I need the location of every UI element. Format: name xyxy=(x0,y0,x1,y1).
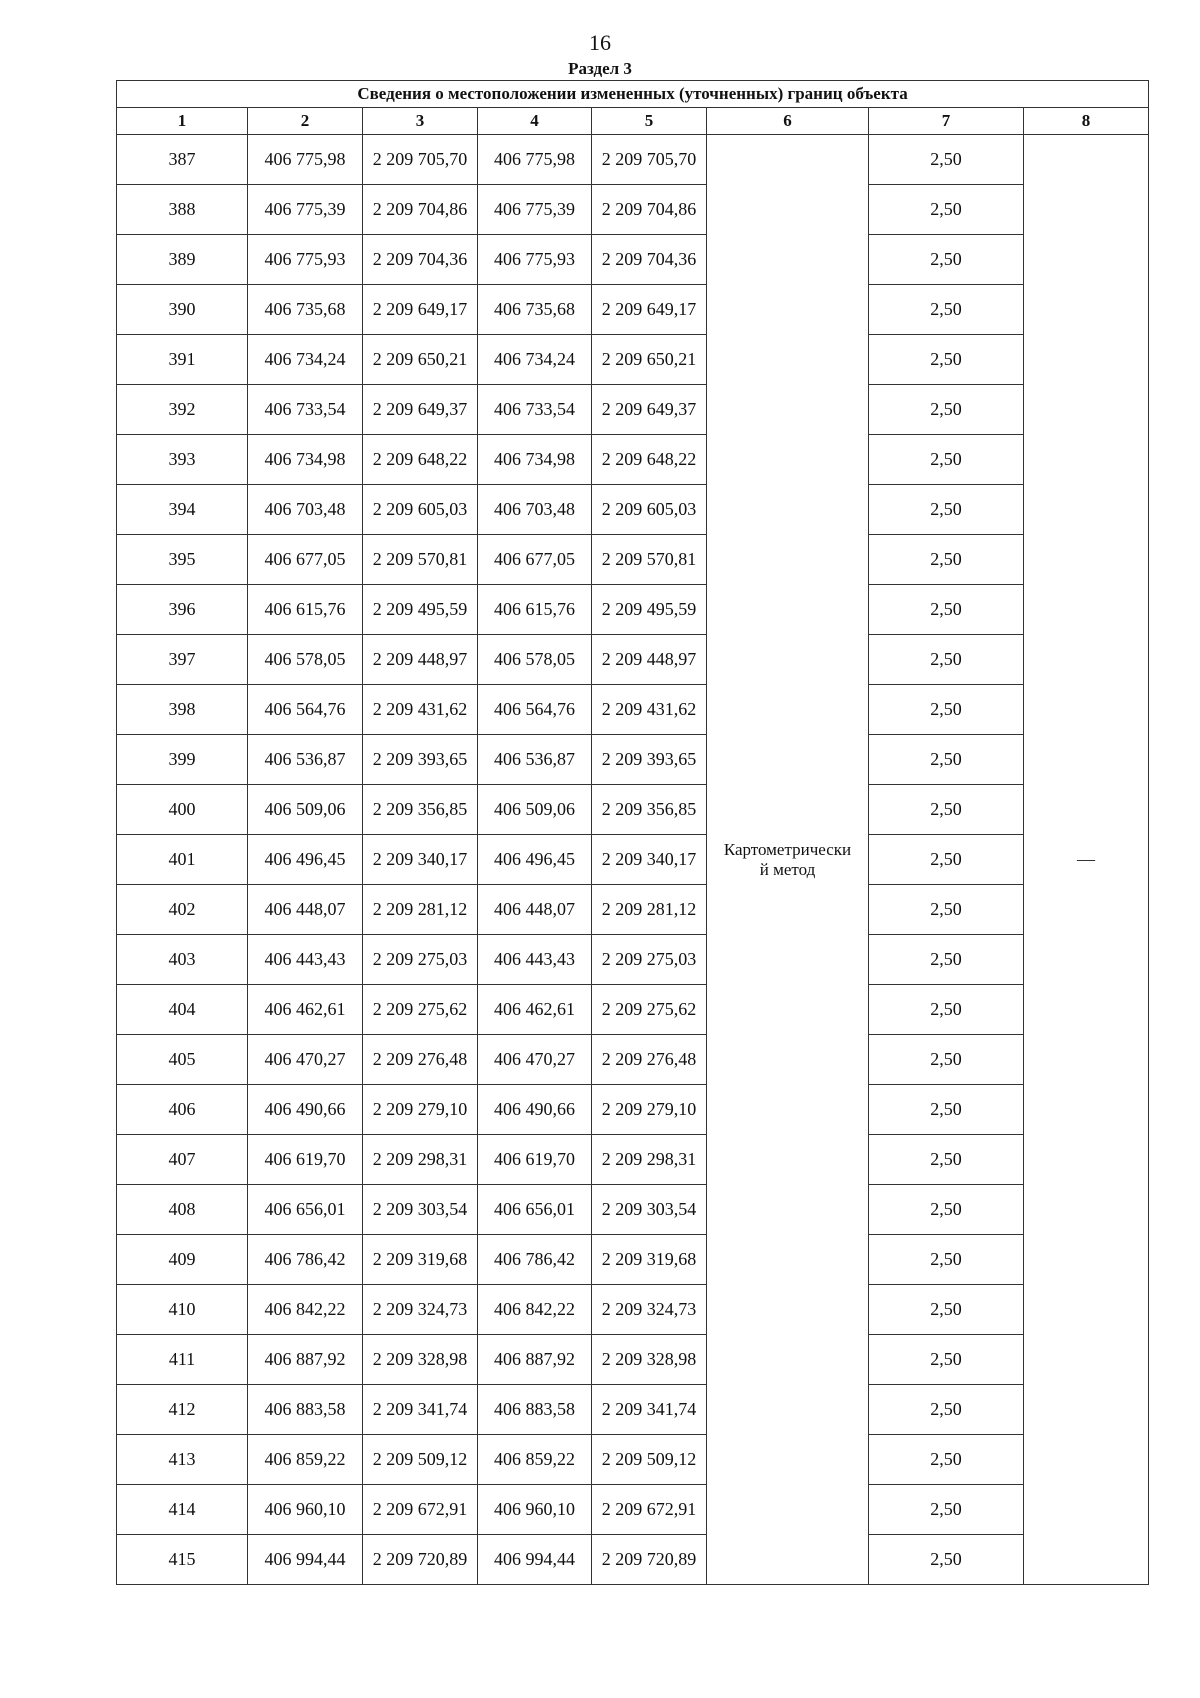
accuracy-cell: 2,50 xyxy=(869,735,1024,785)
point-number-cell: 406 xyxy=(117,1085,248,1135)
point-number-cell: 397 xyxy=(117,635,248,685)
table-row xyxy=(117,1535,1149,1585)
coordinate-cell: 406 786,42 xyxy=(248,1235,363,1285)
coordinate-cell: 406 443,43 xyxy=(248,935,363,985)
accuracy-cell: 2,50 xyxy=(869,335,1024,385)
coordinate-cell: 406 490,66 xyxy=(248,1085,363,1135)
column-number: 8 xyxy=(1024,108,1149,135)
column-number: 4 xyxy=(478,108,592,135)
accuracy-cell: 2,50 xyxy=(869,1535,1024,1585)
table-row xyxy=(117,1185,1149,1235)
coordinate-cell: 2 209 650,21 xyxy=(592,335,707,385)
point-number-cell: 407 xyxy=(117,1135,248,1185)
coordinate-cell: 406 448,07 xyxy=(248,885,363,935)
point-number-cell: 413 xyxy=(117,1435,248,1485)
coordinate-cell: 406 615,76 xyxy=(248,585,363,635)
coordinate-cell: 406 960,10 xyxy=(478,1485,592,1535)
column-number: 1 xyxy=(117,108,248,135)
column-number: 3 xyxy=(363,108,478,135)
accuracy-cell: 2,50 xyxy=(869,1485,1024,1535)
point-number-cell: 400 xyxy=(117,785,248,835)
coordinate-cell: 2 209 275,62 xyxy=(592,985,707,1035)
point-number-cell: 390 xyxy=(117,285,248,335)
table-row xyxy=(117,885,1149,935)
point-number-cell: 388 xyxy=(117,185,248,235)
point-number-cell: 404 xyxy=(117,985,248,1035)
coordinate-cell: 2 209 672,91 xyxy=(592,1485,707,1535)
table-row xyxy=(117,735,1149,785)
coordinate-cell: 406 887,92 xyxy=(248,1335,363,1385)
accuracy-cell: 2,50 xyxy=(869,285,1024,335)
coordinate-cell: 406 509,06 xyxy=(248,785,363,835)
coordinate-cell: 2 209 704,86 xyxy=(592,185,707,235)
coordinate-cell: 2 209 495,59 xyxy=(592,585,707,635)
point-number-cell: 395 xyxy=(117,535,248,585)
coordinate-cell: 2 209 276,48 xyxy=(363,1035,478,1085)
point-number-cell: 412 xyxy=(117,1385,248,1435)
page-number: 16 xyxy=(589,30,611,55)
coordinate-cell: 2 209 275,62 xyxy=(363,985,478,1035)
section-title: Раздел 3 xyxy=(568,59,632,78)
coordinate-cell: 406 443,43 xyxy=(478,935,592,985)
table-row xyxy=(117,1385,1149,1435)
coordinate-cell: 406 619,70 xyxy=(478,1135,592,1185)
coordinate-cell: 2 209 324,73 xyxy=(363,1285,478,1335)
coordinate-cell: 406 462,61 xyxy=(478,985,592,1035)
point-number-cell: 402 xyxy=(117,885,248,935)
coordinate-cell: 2 209 303,54 xyxy=(363,1185,478,1235)
accuracy-cell: 2,50 xyxy=(869,985,1024,1035)
coordinate-cell: 406 859,22 xyxy=(478,1435,592,1485)
coordinate-cell: 2 209 340,17 xyxy=(363,835,478,885)
point-number-cell: 391 xyxy=(117,335,248,385)
table-row xyxy=(117,535,1149,585)
coordinate-cell: 406 775,93 xyxy=(478,235,592,285)
coordinate-cell: 2 209 319,68 xyxy=(592,1235,707,1285)
coordinate-cell: 2 209 276,48 xyxy=(592,1035,707,1085)
accuracy-cell: 2,50 xyxy=(869,1285,1024,1335)
accuracy-cell: 2,50 xyxy=(869,585,1024,635)
point-number-cell: 405 xyxy=(117,1035,248,1085)
method-text-line: й метод xyxy=(759,859,816,879)
accuracy-cell: 2,50 xyxy=(869,385,1024,435)
table-row xyxy=(117,1235,1149,1285)
table-caption: Сведения о местоположении измененных (уточненных) границ объекта xyxy=(117,81,1149,108)
coordinate-cell: 2 209 431,62 xyxy=(592,685,707,735)
coordinates-table xyxy=(116,80,1149,1585)
coordinate-cell: 2 209 495,59 xyxy=(363,585,478,635)
coordinate-cell: 2 209 340,17 xyxy=(592,835,707,885)
coordinate-cell: 2 209 448,97 xyxy=(592,635,707,685)
coordinate-cell: 2 209 509,12 xyxy=(363,1435,478,1485)
table-row xyxy=(117,985,1149,1035)
point-number-cell: 408 xyxy=(117,1185,248,1235)
coordinate-cell: 2 209 648,22 xyxy=(363,435,478,485)
accuracy-cell: 2,50 xyxy=(869,885,1024,935)
coordinate-cell: 2 209 324,73 xyxy=(592,1285,707,1335)
coordinate-cell: 406 775,93 xyxy=(248,235,363,285)
coordinate-cell: 2 209 720,89 xyxy=(592,1535,707,1585)
point-number-cell: 392 xyxy=(117,385,248,435)
table-row xyxy=(117,285,1149,335)
table-row xyxy=(117,185,1149,235)
accuracy-cell: 2,50 xyxy=(869,1035,1024,1085)
coordinate-cell: 406 536,87 xyxy=(478,735,592,785)
point-number-cell: 394 xyxy=(117,485,248,535)
point-number-cell: 389 xyxy=(117,235,248,285)
coordinate-cell: 406 677,05 xyxy=(478,535,592,585)
coordinate-cell: 2 209 393,65 xyxy=(592,735,707,785)
table-row xyxy=(117,385,1149,435)
method-cell xyxy=(707,135,869,1585)
point-number-cell: 415 xyxy=(117,1535,248,1585)
accuracy-cell: 2,50 xyxy=(869,435,1024,485)
coordinate-cell: 2 209 649,17 xyxy=(363,285,478,335)
coordinate-cell: 2 209 570,81 xyxy=(363,535,478,585)
accuracy-cell: 2,50 xyxy=(869,935,1024,985)
accuracy-cell: 2,50 xyxy=(869,1135,1024,1185)
coordinate-cell: 2 209 649,37 xyxy=(363,385,478,435)
coordinate-cell: 406 734,98 xyxy=(248,435,363,485)
coordinate-cell: 406 496,45 xyxy=(248,835,363,885)
point-number-cell: 411 xyxy=(117,1335,248,1385)
accuracy-cell: 2,50 xyxy=(869,535,1024,585)
coordinate-cell: 406 786,42 xyxy=(478,1235,592,1285)
point-number-cell: 414 xyxy=(117,1485,248,1535)
coordinate-cell: 2 209 298,31 xyxy=(363,1135,478,1185)
coordinate-cell: 406 615,76 xyxy=(478,585,592,635)
coordinate-cell: 406 462,61 xyxy=(248,985,363,1035)
coordinate-cell: 2 209 650,21 xyxy=(363,335,478,385)
coordinate-cell: 2 209 328,98 xyxy=(592,1335,707,1385)
accuracy-cell: 2,50 xyxy=(869,1235,1024,1285)
column-number: 7 xyxy=(869,108,1024,135)
coordinate-cell: 406 775,39 xyxy=(478,185,592,235)
coordinate-cell: 406 536,87 xyxy=(248,735,363,785)
coordinate-cell: 406 578,05 xyxy=(248,635,363,685)
column-number: 5 xyxy=(592,108,707,135)
accuracy-cell: 2,50 xyxy=(869,235,1024,285)
point-number-cell: 399 xyxy=(117,735,248,785)
column-number: 2 xyxy=(248,108,363,135)
coordinate-cell: 2 209 705,70 xyxy=(363,135,478,185)
coordinate-cell: 2 209 356,85 xyxy=(363,785,478,835)
coordinate-cell: 406 960,10 xyxy=(248,1485,363,1535)
coordinate-cell: 406 775,39 xyxy=(248,185,363,235)
coordinate-cell: 406 883,58 xyxy=(248,1385,363,1435)
table-row xyxy=(117,685,1149,735)
method-text-line: Картометрически xyxy=(723,839,852,859)
table-row xyxy=(117,835,1149,885)
table-row xyxy=(117,785,1149,835)
coordinate-cell: 2 209 303,54 xyxy=(592,1185,707,1235)
table-row xyxy=(117,935,1149,985)
point-number-cell: 410 xyxy=(117,1285,248,1335)
table-row xyxy=(117,235,1149,285)
table-row xyxy=(117,635,1149,685)
table-row xyxy=(117,1135,1149,1185)
coordinate-cell: 406 887,92 xyxy=(478,1335,592,1385)
coordinate-cell: 406 509,06 xyxy=(478,785,592,835)
coordinate-cell: 2 209 341,74 xyxy=(592,1385,707,1435)
coordinate-cell: 406 496,45 xyxy=(478,835,592,885)
coordinate-cell: 406 564,76 xyxy=(478,685,592,735)
coordinate-cell: 2 209 705,70 xyxy=(592,135,707,185)
accuracy-cell: 2,50 xyxy=(869,835,1024,885)
coordinate-cell: 406 842,22 xyxy=(478,1285,592,1335)
coordinate-cell: 406 735,68 xyxy=(248,285,363,335)
point-number-cell: 398 xyxy=(117,685,248,735)
coordinate-cell: 2 209 281,12 xyxy=(592,885,707,935)
coordinate-cell: 2 209 328,98 xyxy=(363,1335,478,1385)
table-row xyxy=(117,1335,1149,1385)
table-row xyxy=(117,335,1149,385)
coordinate-cell: 406 775,98 xyxy=(248,135,363,185)
accuracy-cell: 2,50 xyxy=(869,785,1024,835)
coordinate-cell: 2 209 275,03 xyxy=(592,935,707,985)
accuracy-cell: 2,50 xyxy=(869,1435,1024,1485)
coordinate-cell: 406 994,44 xyxy=(478,1535,592,1585)
point-number-cell: 409 xyxy=(117,1235,248,1285)
coordinate-cell: 2 209 279,10 xyxy=(592,1085,707,1135)
coordinate-cell: 2 209 281,12 xyxy=(363,885,478,935)
table-body xyxy=(117,135,1149,1585)
point-number-cell: 387 xyxy=(117,135,248,185)
coordinate-cell: 2 209 570,81 xyxy=(592,535,707,585)
coordinate-cell: 406 564,76 xyxy=(248,685,363,735)
coordinate-cell: 2 209 704,36 xyxy=(592,235,707,285)
coordinate-cell: 406 859,22 xyxy=(248,1435,363,1485)
coordinate-cell: 406 470,27 xyxy=(478,1035,592,1085)
point-number-cell: 401 xyxy=(117,835,248,885)
accuracy-cell: 2,50 xyxy=(869,485,1024,535)
coordinate-cell: 2 209 319,68 xyxy=(363,1235,478,1285)
coordinate-cell: 2 209 279,10 xyxy=(363,1085,478,1135)
coordinate-cell: 406 734,24 xyxy=(248,335,363,385)
table-row xyxy=(117,1085,1149,1135)
accuracy-cell: 2,50 xyxy=(869,685,1024,735)
accuracy-cell: 2,50 xyxy=(869,135,1024,185)
point-number-cell: 396 xyxy=(117,585,248,635)
coordinate-cell: 406 656,01 xyxy=(478,1185,592,1235)
coordinate-cell: 2 209 605,03 xyxy=(592,485,707,535)
coordinate-cell: 406 470,27 xyxy=(248,1035,363,1085)
point-number-cell: 403 xyxy=(117,935,248,985)
coordinate-cell: 2 209 648,22 xyxy=(592,435,707,485)
coordinate-cell: 2 209 649,37 xyxy=(592,385,707,435)
coordinate-cell: 2 209 431,62 xyxy=(363,685,478,735)
coordinate-cell: 406 883,58 xyxy=(478,1385,592,1435)
accuracy-cell: 2,50 xyxy=(869,1385,1024,1435)
coordinate-cell: 406 490,66 xyxy=(478,1085,592,1135)
column-number: 6 xyxy=(707,108,869,135)
table-row xyxy=(117,1485,1149,1535)
coordinate-cell: 406 994,44 xyxy=(248,1535,363,1585)
coordinate-cell: 2 209 509,12 xyxy=(592,1435,707,1485)
accuracy-cell: 2,50 xyxy=(869,1185,1024,1235)
table-row xyxy=(117,135,1149,185)
accuracy-cell: 2,50 xyxy=(869,185,1024,235)
coordinate-cell: 406 775,98 xyxy=(478,135,592,185)
coordinate-cell: 406 735,68 xyxy=(478,285,592,335)
coordinate-cell: 2 209 704,36 xyxy=(363,235,478,285)
coordinate-cell: 406 734,98 xyxy=(478,435,592,485)
coordinate-cell: 2 209 704,86 xyxy=(363,185,478,235)
accuracy-cell: 2,50 xyxy=(869,1085,1024,1135)
coordinate-cell: 406 734,24 xyxy=(478,335,592,385)
coordinate-cell: 406 842,22 xyxy=(248,1285,363,1335)
coordinate-cell: 2 209 672,91 xyxy=(363,1485,478,1535)
coordinate-cell: 406 619,70 xyxy=(248,1135,363,1185)
coordinate-cell: 2 209 649,17 xyxy=(592,285,707,335)
accuracy-cell: 2,50 xyxy=(869,635,1024,685)
coordinate-cell: 406 448,07 xyxy=(478,885,592,935)
coordinate-cell: 406 733,54 xyxy=(478,385,592,435)
coordinate-cell: 406 703,48 xyxy=(248,485,363,535)
table-row xyxy=(117,1435,1149,1485)
table-row xyxy=(117,1285,1149,1335)
table-row xyxy=(117,1035,1149,1085)
table-row xyxy=(117,485,1149,535)
coordinate-cell: 2 209 720,89 xyxy=(363,1535,478,1585)
table-row xyxy=(117,435,1149,485)
coordinate-cell: 2 209 356,85 xyxy=(592,785,707,835)
coordinate-cell: 406 578,05 xyxy=(478,635,592,685)
coordinate-cell: 2 209 341,74 xyxy=(363,1385,478,1435)
coordinate-cell: 406 703,48 xyxy=(478,485,592,535)
coordinate-cell: 2 209 448,97 xyxy=(363,635,478,685)
coordinate-cell: 2 209 605,03 xyxy=(363,485,478,535)
accuracy-cell: 2,50 xyxy=(869,1335,1024,1385)
table-row xyxy=(117,585,1149,635)
coordinate-cell: 406 656,01 xyxy=(248,1185,363,1235)
coordinate-cell: 2 209 275,03 xyxy=(363,935,478,985)
description-cell: — xyxy=(1024,135,1149,1585)
coordinate-cell: 2 209 298,31 xyxy=(592,1135,707,1185)
coordinate-cell: 2 209 393,65 xyxy=(363,735,478,785)
coordinate-cell: 406 677,05 xyxy=(248,535,363,585)
coordinate-cell: 406 733,54 xyxy=(248,385,363,435)
point-number-cell: 393 xyxy=(117,435,248,485)
